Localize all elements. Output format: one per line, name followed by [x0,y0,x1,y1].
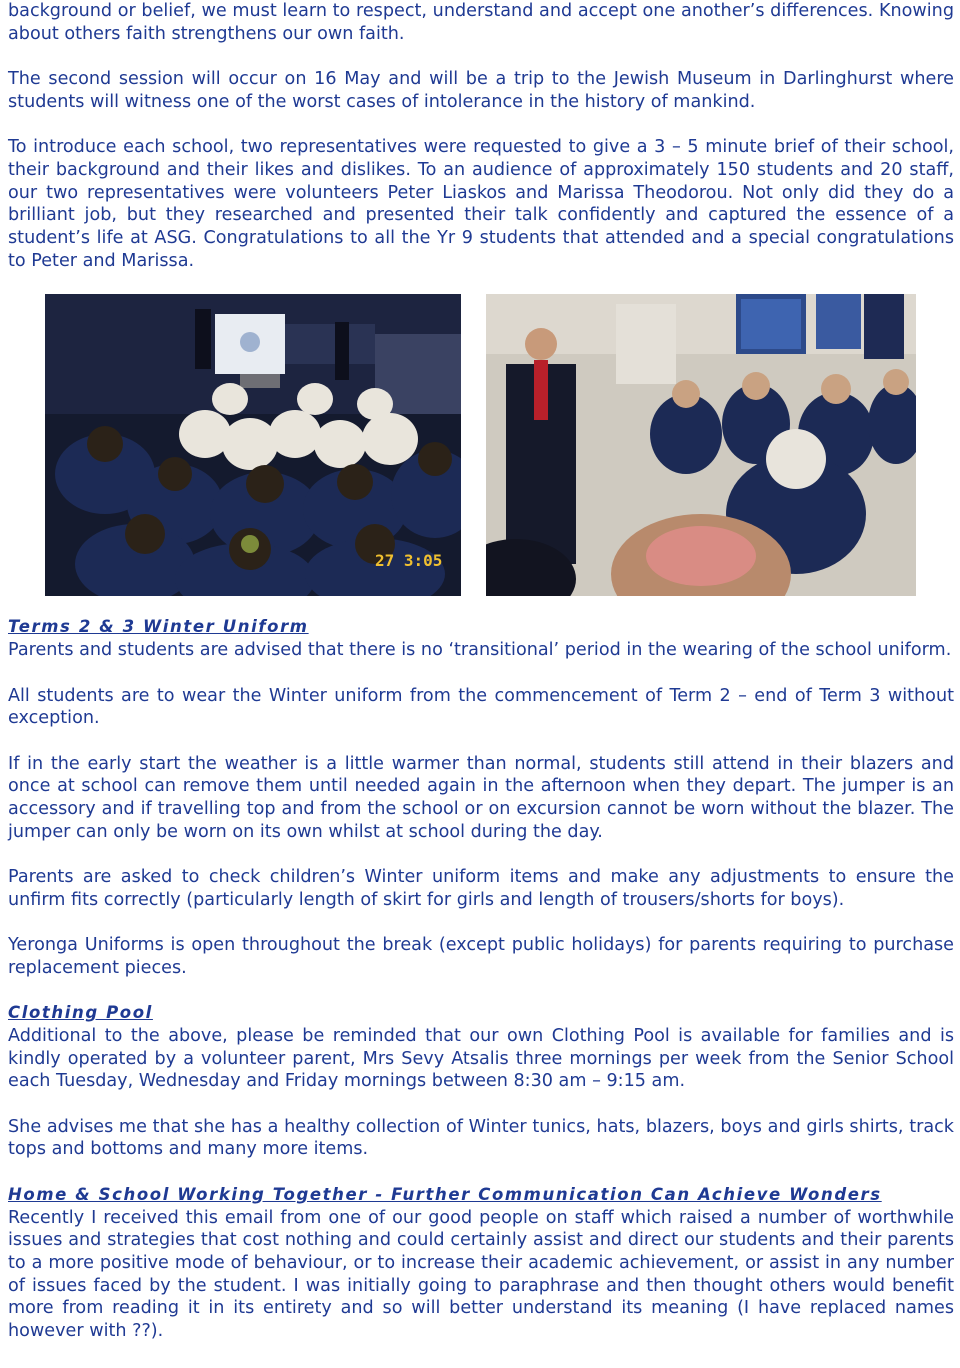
home-school-heading: Home & School Working Together - Further Communication Can Achieve Wonders [8,1184,882,1204]
clothing-pool-heading: Clothing Pool [8,1003,153,1023]
clothing-paragraph-1: Additional to the above, please be reminded that our own Clothing Pool is available for families and is kindly operated by a volunteer parent, Mrs Sevy Atsalis three mornings per week from the Senior School each Tuesday, Wednesday and Friday mornings between 8:30 am – 9:15 am. [8,1025,954,1092]
uniform-paragraph-1: Parents and students are advised that there is no ‘transitional’ period in the wearing of the school uniform. [8,640,952,661]
uniform-paragraph-5: Yeronga Uniforms is open throughout the break (except public holidays) for parents requiring to purchase replacement pieces. [8,935,954,978]
intro-paragraph-2: The second session will occur on 16 May and will be a trip to the Jewish Museum in Darlinghurst where students will witness one of the worst cases of intolerance in the history of mankind. [8,69,954,112]
intro-paragraph-1: background or belief, we must learn to respect, understand and accept one another’s differences. Knowing about others faith strengthens our own faith. [8,1,954,44]
audience-hall-image [45,294,461,596]
photo-speaker-students [486,294,916,596]
uniform-paragraph-4: Parents are asked to check children’s Winter uniform items and make any adjustments to ensure the unfirm fits correctly (particularly length of skirt for girls and length of trousers/shorts for boys). [8,867,954,910]
photo-audience-hall [45,294,461,596]
home-school-paragraph-1: Recently I received this email from one of our good people on staff which raised a number of worthwhile issues and strategies that cost nothing and could certainly assist and direct our students and their parents to a more positive mode of behaviour, or to increase their academic achievement, or assist in any number of issues faced by the student. I was initially going to paraphrase and then thought others would benefit more from reading it in its entirety and so will better understand its meaning (I have replaced names however with ??). [8,1207,954,1342]
uniform-paragraph-2: All students are to wear the Winter uniform from the commencement of Term 2 – end of Term 3 without exception. [8,685,954,729]
newsletter-page [8,0,954,1343]
photo-timestamp: 27 3:05 [375,551,443,571]
photo-row [8,272,954,616]
uniform-heading: Terms 2 & 3 Winter Uniform [8,617,309,637]
uniform-paragraph-3: If in the early start the weather is a little warmer than normal, students still attend in their blazers and once at school can remove them until needed again in the afternoon when they depart. The jumper is an accessory and if travelling top and from the school or on excursion cannot be worn without the blazer. The jumper can only be worn on its own whilst at school during the day. [8,753,954,842]
speaker-students-image [486,294,916,596]
intro-paragraph-3: To introduce each school, two representatives were requested to give a 3 – 5 minute brief of their school, their background and their likes and dislikes. To an audience of approximately 150 students and 20 staff, our two representatives were volunteers Peter Liaskos and Marissa Theodorou. Not only did they do a brilliant job, but they researched and presented their talk confidently and captured the essence of a student’s life at ASG. Congratulations to all the Yr 9 students that attended and a special congratulations to Peter and Marissa. [8,137,954,271]
clothing-paragraph-2: She advises me that she has a healthy collection of Winter tunics, hats, blazers, boys and girls shirts, track tops and bottoms and many more items. [8,1116,954,1160]
